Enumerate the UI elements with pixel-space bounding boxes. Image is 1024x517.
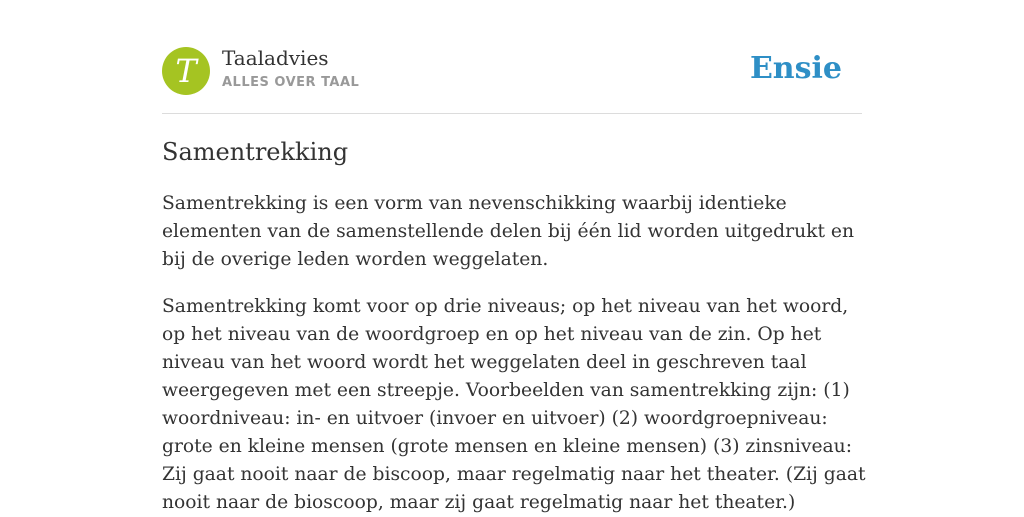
source-logo-icon[interactable]: T [162,47,210,95]
definition-paragraph: Samentrekking is een vorm van nevenschikking waarbij identieke elementen van de samenstellende delen bij één lid worden uitgedrukt en bij de overige leden worden weggelaten. [162,193,854,270]
explanation-paragraph: Samentrekking komt voor op drie niveaus; op het niveau van het woord, op het niveau van de woordgroep en op het niveau van de zin. Op het niveau van het woord wordt het weggelaten deel in geschreven taal weergegeven met een streepje. Voorbeelden van samentrekking zijn: (1) woordniveau: in- en uitvoer (invoer en uitvoer) (2) woordgroepniveau: grote en kleine mensen (grote mensen en kleine mensen) (3) zinsniveau: Zij gaat nooit naar de biscoop, maar regelmatig naar het theater. (Zij gaat nooit naar de bioscoop, maar zij gaat regelmatig naar het theater.) [162,296,866,513]
source-name[interactable]: Taaladvies [222,46,329,70]
card-header [162,0,862,114]
page-title: Samentrekking [162,138,349,166]
source-tagline: ALLES OVER TAAL [222,75,360,90]
brand-logo[interactable]: Ensie [749,51,842,86]
definition-card [162,0,866,513]
